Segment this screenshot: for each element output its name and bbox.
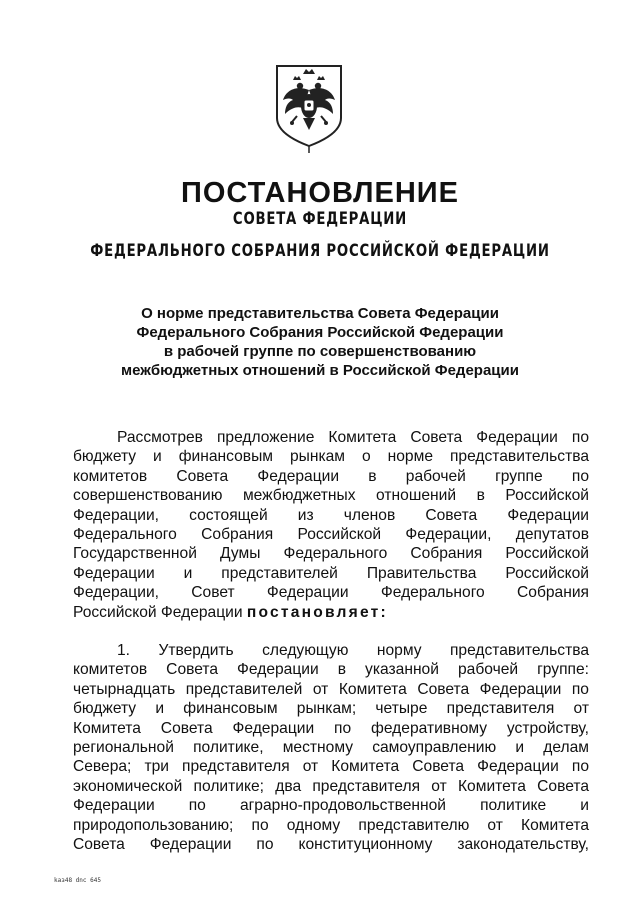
text-line: Федерации по аграрно-продовольственной политике и bbox=[73, 797, 589, 815]
subject-line: межбюджетных отношений в Российской Федерации bbox=[121, 362, 519, 379]
issuer-line-1: СОВЕТА ФЕДЕРАЦИИ bbox=[232, 209, 408, 229]
text-line: Государственной Думы Федерального Собрания Российской bbox=[73, 545, 589, 563]
decree-word: постановляет: bbox=[246, 603, 388, 621]
text-line: Комитета Совета Федерации по федеративному устройству, bbox=[73, 719, 589, 737]
document-subject bbox=[70, 304, 570, 380]
coat-of-arms-icon bbox=[273, 62, 345, 154]
text-line bbox=[73, 603, 589, 622]
text-line: комитетов Совета Федерации в указанной рабочей группе: bbox=[73, 661, 589, 679]
text-line: бюджету и финансовым рынкам; четыре представителя от bbox=[73, 700, 589, 718]
text-line: Совета Федерации по конституционному законодательству, bbox=[73, 836, 589, 854]
clause-1-paragraph bbox=[73, 641, 589, 854]
text-line: Федерации, Совет Федерации Федерального Собрания bbox=[73, 584, 589, 602]
text-line: четырнадцать представителей от Комитета Совета Федерации по bbox=[73, 680, 589, 698]
text-line: комитетов Совета Федерации в рабочей группе по bbox=[73, 467, 589, 485]
text-line: природопользованию; по одному представителю от Комитета bbox=[73, 816, 589, 834]
text-line: региональной политике, местному самоуправлению и делам bbox=[73, 739, 589, 757]
subject-line: в рабочей группе по совершенствованию bbox=[163, 343, 477, 360]
text-line: Севера; три представителя от Комитета Совета Федерации по bbox=[73, 758, 589, 776]
text-line: 1. Утвердить следующую норму представительства bbox=[117, 642, 589, 659]
subject-line: Федерального Собрания Российской Федерации bbox=[136, 324, 504, 341]
subject-line: О норме представительства Совета Федерации bbox=[141, 305, 499, 322]
text-line: бюджету и финансовым рынкам о норме представительства bbox=[73, 448, 589, 466]
document-code: kaз48 dnc 645 bbox=[54, 877, 101, 884]
text-line: совершенствованию межбюджетных отношений в Российской bbox=[73, 487, 589, 505]
text-line: экономической политике; два представителя от Комитета Совета bbox=[73, 777, 589, 795]
text-line: Федерации, состоящей из членов Совета Федерации bbox=[73, 506, 589, 524]
text-line-prefix: Российской Федерации bbox=[73, 603, 247, 621]
document-title: ПОСТАНОВЛЕНИЕ bbox=[181, 177, 459, 209]
text-line: Федерации и представителей Правительства Российской bbox=[73, 564, 589, 582]
text-line: Федерального Собрания Российской Федерации, депутатов bbox=[73, 526, 589, 544]
issuer-line-2: ФЕДЕРАЛЬНОГО СОБРАНИЯ РОССИЙСКОЙ ФЕДЕРАЦИИ bbox=[90, 241, 550, 261]
text-line: Рассмотрев предложение Комитета Совета Федерации по bbox=[117, 429, 589, 446]
preamble-paragraph bbox=[73, 428, 589, 622]
